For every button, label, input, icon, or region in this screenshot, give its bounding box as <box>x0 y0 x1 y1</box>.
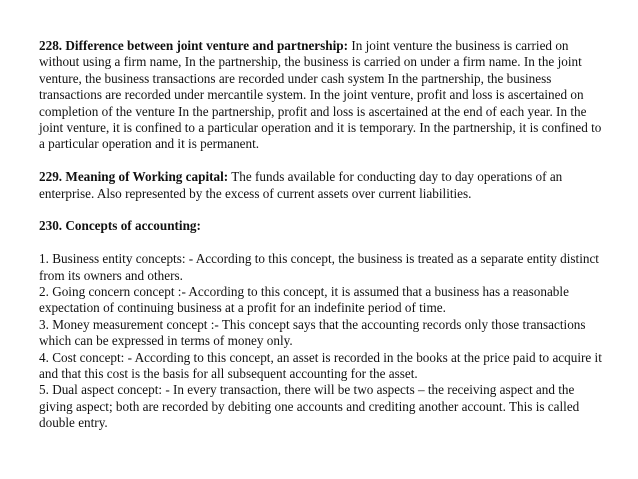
section-heading: 229. Meaning of Working capital: <box>39 169 229 185</box>
paragraph-spacer <box>39 202 605 218</box>
section-body: The funds available for conducting day to day operations of an enterprise. Also represented by the excess of current assets over current liabilities. <box>39 169 563 201</box>
concept-item: 1. Business entity concepts: - According to this concept, the business is treated as a separate entity distinct from its owners and others. <box>39 251 599 283</box>
paragraph-spacer <box>39 235 605 251</box>
section-heading: 228. Difference between joint venture and partnership: <box>39 38 349 53</box>
paragraph-spacer <box>39 153 605 169</box>
concept-item: 5. Dual aspect concept: - In every transaction, there will be two aspects – the receiving aspect and the giving aspect; both are recorded by debiting one accounts and crediting another account. This is called double entry. <box>39 382 580 431</box>
concept-item: 2. Going concern concept :- According to this concept, it is assumed that a business has a reasonable expectation of continuing business at a profit for an indefinite period of time. <box>39 284 569 316</box>
concept-item: 3. Money measurement concept :- This concept says that the accounting records only those transactions which can be expressed in terms of money only. <box>39 316 586 349</box>
section-229 <box>39 169 605 202</box>
section-228 <box>39 38 605 153</box>
section-body: In joint venture the business is carried on without using a firm name, In the partnership, the business is carried on under a firm name. In the joint venture, the business transactions are recorded under cash system In the partnership, the business transactions are recorded under mercantile system. In the joint venture, profit and loss is ascertained on completion of the venture In the partnership, profit and loss is ascertained at the end of each year. In the joint venture, it is confined to a particular operation and it is temporary. In the partnership, it is confined to a particular operation and it is permanent. <box>39 38 602 152</box>
section-heading: 230. Concepts of accounting: <box>39 218 201 234</box>
document-page <box>39 38 605 432</box>
concept-item: 4. Cost concept: - According to this concept, an asset is recorded in the books at the price paid to acquire it and that this cost is the basis for all subsequent accounting for the asset. <box>39 349 602 382</box>
section-230 <box>39 218 605 234</box>
